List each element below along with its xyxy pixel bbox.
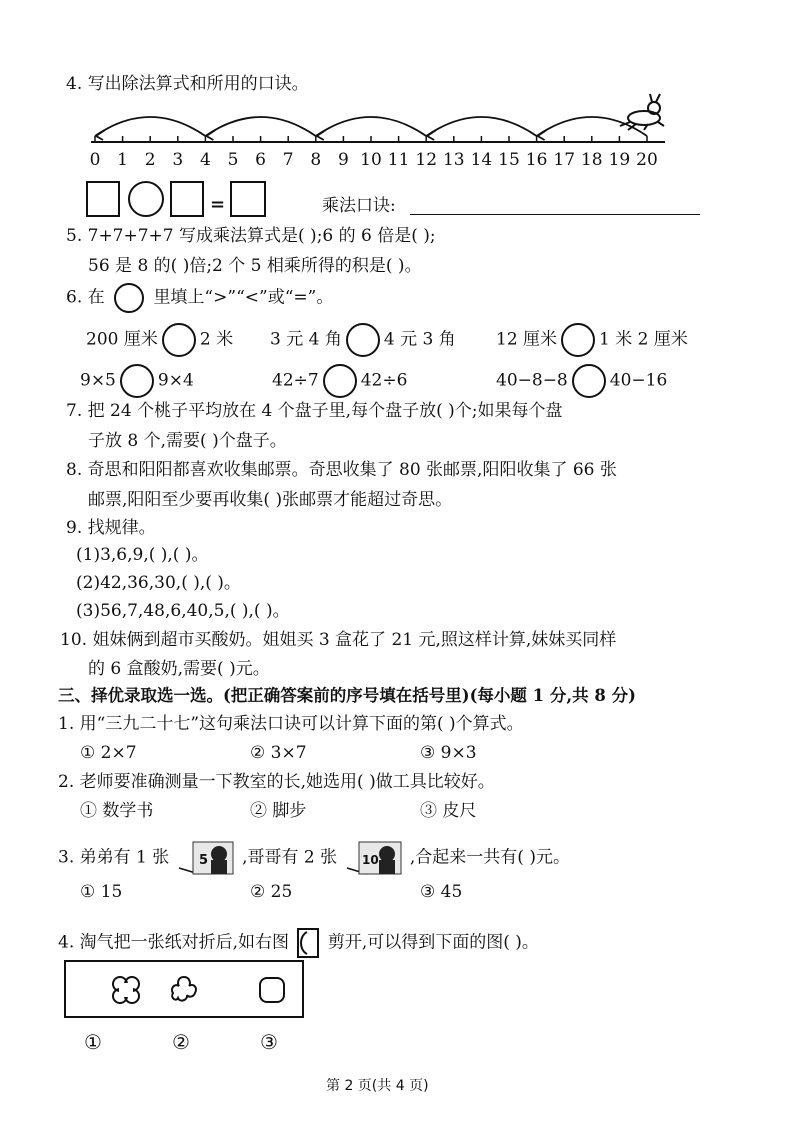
page-number: 第 2 页(共 4 页)	[326, 1078, 429, 1094]
rounded-octagon-shape-icon	[260, 978, 284, 1002]
c2-opt-1[interactable]: ① 数学书	[80, 801, 154, 821]
q7-line2: 子放 8 个,需要( )个盘子。	[88, 431, 287, 451]
q6-r2c-left: 40−8−8	[496, 370, 568, 391]
c4-part1: 4. 淘气把一张纸对折后,如右图	[58, 932, 290, 953]
number-line-label: 1	[117, 150, 129, 170]
number-line-label: 15	[498, 150, 520, 170]
c3-part2: ,哥哥有 2 张	[242, 847, 338, 868]
compare-circle[interactable]	[346, 323, 380, 357]
q6-title-pre: 6. 在	[66, 287, 105, 308]
c3-opt-3[interactable]: ③ 45	[420, 882, 463, 902]
number-line-label: 7	[282, 150, 294, 170]
q8-line2: 邮票,阳阳至少要再收集( )张邮票才能超过奇思。	[88, 490, 453, 510]
number-line-label: 5	[227, 150, 239, 170]
q6-r1b-left: 3 元 4 角	[270, 329, 342, 350]
q5-line2: 56 是 8 的( )倍;2 个 5 相乘所得的积是( )。	[88, 256, 422, 276]
q6-row1-a	[86, 323, 233, 357]
c3-part1: 3. 弟弟有 1 张	[58, 847, 170, 868]
compare-circle[interactable]	[572, 364, 606, 398]
number-line-label: 18	[580, 150, 603, 170]
c3-stem	[58, 838, 570, 878]
equals-sign: =	[210, 194, 226, 215]
number-line-label: 3	[172, 150, 184, 170]
number-line-label: 12	[415, 150, 438, 170]
q10-line1: 10. 姐妹俩到超市买酸奶。姐姐买 3 盒花了 21 元,照这样计算,妹妹买同样	[60, 630, 617, 650]
answer-box-1[interactable]	[86, 181, 120, 217]
c1-stem: 1. 用“三九二十七”这句乘法口诀可以计算下面的第( )个算式。	[58, 714, 524, 734]
koujue-label: 乘法口诀:	[322, 196, 396, 216]
svg-text:10: 10	[361, 853, 379, 867]
jump-arc	[205, 117, 315, 136]
shape-label-3[interactable]: ③	[260, 1030, 278, 1054]
answer-box-2[interactable]	[170, 181, 204, 217]
q6-r1b-right: 4 元 3 角	[383, 329, 456, 350]
q6-title	[66, 283, 333, 313]
number-line-label: 0	[89, 150, 101, 170]
q5-line1: 5. 7+7+7+7 写成乘法算式是( );6 的 6 倍是( );	[66, 226, 436, 246]
q6-r1c-left: 12 厘米	[496, 329, 558, 350]
quatrefoil-shape-icon	[113, 977, 139, 1003]
c1-opt-3[interactable]: ③ 9×3	[420, 743, 477, 763]
q8-line1: 8. 奇思和阳阳都喜欢收集邮票。奇思收集了 80 张邮票,阳阳收集了 66 张	[66, 460, 617, 480]
q6-r2c-right: 40−16	[609, 370, 668, 391]
answer-box-3[interactable]	[230, 181, 266, 217]
number-line-label: 2	[144, 150, 156, 170]
number-line-label: 4	[199, 150, 211, 170]
q6-row2-b	[272, 364, 407, 398]
compare-circle[interactable]	[120, 364, 154, 398]
shape-label-1[interactable]: ①	[84, 1030, 102, 1054]
banknote-10-icon	[345, 838, 403, 878]
jump-arc	[426, 117, 536, 136]
flower-shape-icon	[172, 977, 196, 1001]
q7-line1: 7. 把 24 个桃子平均放在 4 个盘子里,每个盘子放( )个;如果每个盘	[66, 401, 563, 421]
c1-opt-2[interactable]: ② 3×7	[250, 743, 307, 763]
number-line-label: 20	[636, 150, 658, 170]
banknote-5-icon	[177, 838, 235, 878]
c3-opt-2[interactable]: ② 25	[250, 882, 293, 902]
q6-r2a-right: 9×4	[157, 370, 194, 391]
q6-r2b-left: 42÷7	[272, 370, 319, 391]
q6-r2a-left: 9×5	[80, 370, 116, 391]
c4-stem	[58, 928, 539, 958]
c1-opt-1[interactable]: ① 2×7	[80, 743, 137, 763]
number-line-label: 10	[360, 150, 382, 170]
answer-circle-operator[interactable]	[128, 181, 164, 217]
q6-row1-b	[270, 323, 456, 357]
shape-label-2[interactable]: ②	[172, 1030, 190, 1054]
q6-row2-a	[80, 364, 194, 398]
c2-stem: 2. 老师要准确测量一下教室的长,她选用( )做工具比较好。	[58, 772, 495, 792]
q9-seq3: (3)56,7,48,6,40,5,( ),( )。	[76, 601, 290, 621]
koujue-answer-line[interactable]	[410, 214, 700, 215]
q6-r1a-right: 2 米	[199, 329, 234, 350]
q6-r2b-right: 42÷6	[360, 370, 408, 391]
jump-arc	[316, 117, 426, 136]
compare-circle[interactable]	[162, 323, 196, 357]
number-line-label: 16	[525, 150, 548, 170]
shapes-box	[64, 960, 304, 1018]
jump-arc	[95, 117, 205, 136]
compare-circle-sample	[114, 283, 144, 313]
c4-part2: 剪开,可以得到下面的图( )。	[327, 932, 539, 953]
c2-opt-3[interactable]: ③ 皮尺	[420, 801, 477, 821]
q10-line2: 的 6 盒酸奶,需要( )元。	[88, 659, 270, 679]
number-line-label: 11	[387, 150, 410, 170]
svg-text:5: 5	[198, 853, 208, 868]
folded-paper-icon	[297, 928, 319, 958]
compare-circle[interactable]	[323, 364, 357, 398]
number-line-label: 6	[255, 150, 267, 170]
q4-title: 4. 写出除法算式和所用的口诀。	[66, 74, 309, 94]
q9-title: 9. 找规律。	[66, 518, 156, 538]
number-line-label: 19	[608, 150, 631, 170]
q6-r1c-right: 1 米 2 厘米	[599, 329, 688, 350]
jump-arc	[537, 117, 647, 136]
q6-title-post: 里填上“>”“<”或“=”。	[153, 287, 334, 308]
section3-title: 三、择优录取选一选。(把正确答案前的序号填在括号里)(每小题 1 分,共 8 分)	[58, 686, 636, 705]
number-line-label: 13	[442, 150, 465, 170]
number-line-label: 8	[310, 150, 322, 170]
q6-row2-c	[496, 364, 667, 398]
q6-r1a-left: 200 厘米	[86, 329, 158, 350]
q9-seq2: (2)42,36,30,( ),( )。	[76, 573, 241, 593]
compare-circle[interactable]	[561, 323, 595, 357]
q9-seq1: (1)3,6,9,( ),( )。	[76, 545, 209, 565]
number-line-label: 9	[337, 150, 349, 170]
c3-part3: ,合起来一共有( )元。	[409, 847, 570, 868]
number-line-label: 17	[553, 150, 576, 170]
c2-opt-2[interactable]: ② 脚步	[250, 801, 307, 821]
c3-opt-1[interactable]: ① 15	[80, 882, 123, 902]
q6-row1-c	[496, 323, 688, 357]
number-line-label: 14	[470, 150, 493, 170]
